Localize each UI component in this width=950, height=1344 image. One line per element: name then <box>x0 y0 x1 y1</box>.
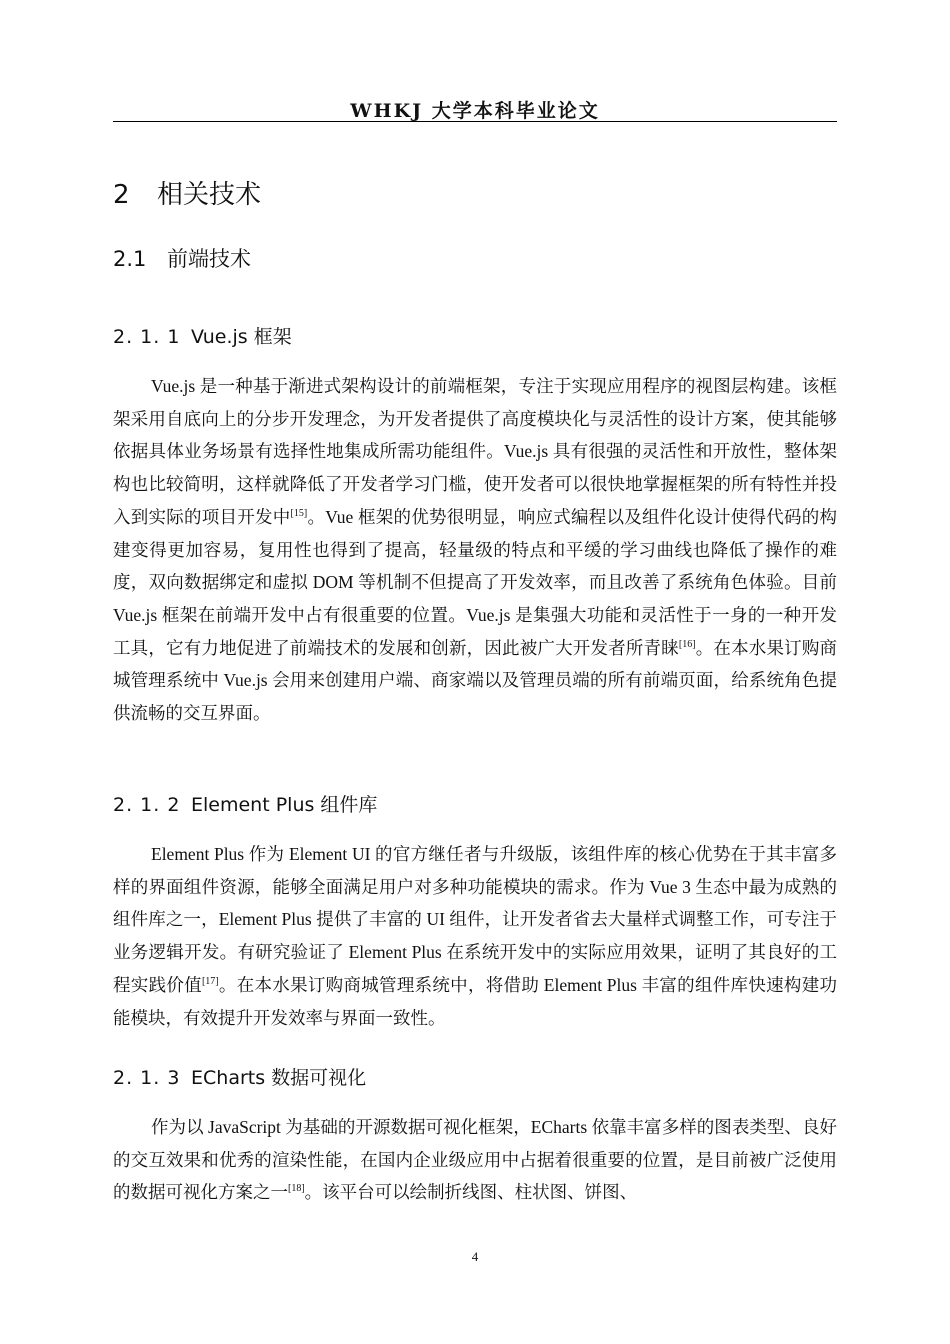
subsection-heading-vue <box>113 322 292 349</box>
subsection-heading-echarts <box>113 1063 366 1090</box>
section-title: 前端技术 <box>167 247 251 271</box>
paragraph-vue: Vue.js 是一种基于渐进式架构设计的前端框架，专注于实现应用程序的视图层构建。该框架采用自底向上的分步开发理念，为开发者提供了高度模块化与灵活性的设计方案，使其能够依据具体业务场景有选择性地集成所需功能组件。Vue.js 具有很强的灵活性和开放性，整体架构也比较简明，这样就降低了开发者学习门槛，使开发者可以很快地掌握框架的所有特性并投入到实际的项目开发中[15]。Vue 框架的优势很明显，响应式编程以及组件化设计使得代码的构建变得更加容易，复用性也得到了提高，轻量级的特点和平缓的学习曲线也降低了操作的难度，双向数据绑定和虚拟 DOM 等机制不但提高了开发效率，而且改善了系统角色体验。目前 Vue.js 框架在前端开发中占有很重要的位置。Vue.js 是集强大功能和灵活性于一身的一种开发工具，它有力地促进了前端技术的发展和创新，因此被广大开发者所青睐[16]。在本水果订购商城管理系统中 Vue.js 会用来创建用户端、商家端以及管理员端的所有前端页面，给系统角色提供流畅的交互界面。 <box>113 376 838 724</box>
chapter-heading <box>113 174 261 211</box>
subsection-heading-element-plus <box>113 790 377 817</box>
subsection-number: 2. 1. 2 <box>113 794 181 816</box>
page-number: 4 <box>471 1249 479 1264</box>
subsection-title: Element Plus 组件库 <box>191 794 378 816</box>
section-number: 2.1 <box>113 247 147 271</box>
citation: [16] <box>678 638 696 650</box>
paragraph-echarts: 作为以 JavaScript 为基础的开源数据可视化框架，ECharts 依靠丰富多样的图表类型、良好的交互效果和优秀的渲染性能，在国内企业级应用中占据着很重要的位置，是目前被广泛使用的数据可视化方案之一[18]。该平台可以绘制折线图、柱状图、饼图、 <box>113 1117 837 1203</box>
chapter-title: 相关技术 <box>157 180 262 210</box>
citation: [17] <box>201 975 219 987</box>
citation: [18] <box>288 1183 305 1195</box>
running-header: WHKJ 大学本科毕业论文 <box>350 100 600 122</box>
subsection-title: Vue.js 框架 <box>191 326 292 348</box>
chapter-number: 2 <box>113 180 130 210</box>
subsection-number: 2. 1. 3 <box>113 1067 181 1089</box>
header-rule <box>113 121 837 122</box>
paragraph-element-plus: Element Plus 作为 Element UI 的官方继任者与升级版，该组件库的核心优势在于其丰富多样的界面组件资源，能够全面满足用户对多种功能模块的需求。作为 Vue 3 生态中最为成熟的组件库之一，Element Plus 提供了丰富的 UI 组件，让开发者省去大量样式调整工作，可专注于业务逻辑开发。有研究验证了 Element Plus 在系统开发中的实际应用效果，证明了其良好的工程实践价值[17]。在本水果订购商城管理系统中，将借助 Element Plus 丰富的组件库快速构建功能模块，有效提升开发效率与界面一致性。 <box>113 844 837 1028</box>
subsection-title: ECharts 数据可视化 <box>191 1067 367 1089</box>
subsection-number: 2. 1. 1 <box>113 326 181 348</box>
citation: [15] <box>290 507 308 519</box>
section-heading <box>113 243 251 273</box>
